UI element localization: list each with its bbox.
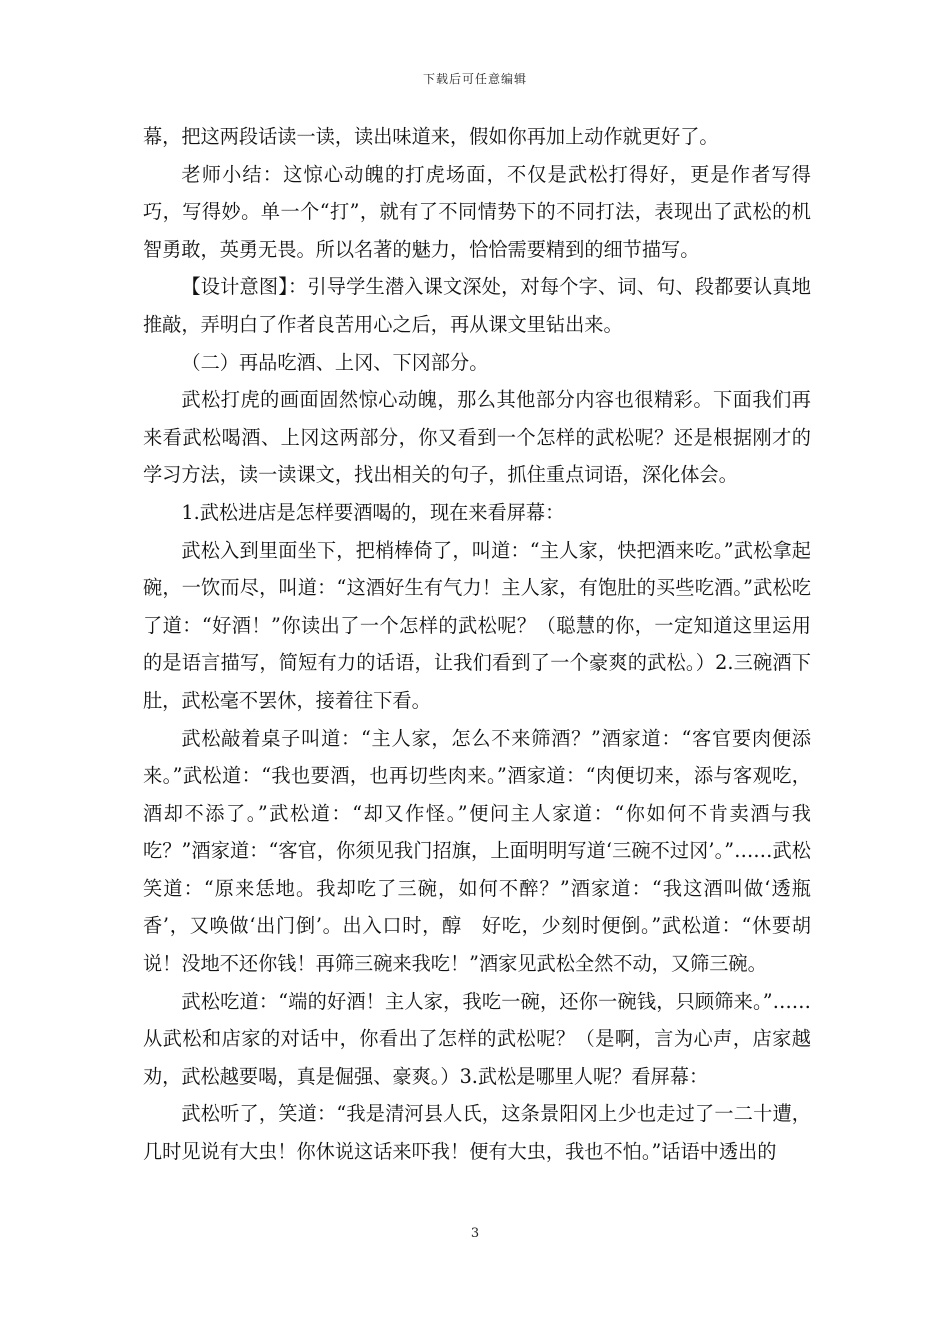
paragraph-teacher-summary: 老师小结：这惊心动魄的打虎场面，不仅是武松打得好，更是作者写得巧，写得妙。单一个“打”，就有了不同情势下的不同打法，表现出了武松的机智勇敢，英勇无畏。所以名著的魅力，恰恰需要精到的细节描写。 xyxy=(143,162,811,261)
paragraph-quote-4: 武松听了，笑道：“我是清河县人氏，这条景阳冈上少也走过了一二十遭，几时见说有大虫！你休说这话来吓我！便有大虫，我也不怕。”话语中透出的 xyxy=(143,1102,811,1164)
section-heading: （二）再品吃酒、上冈、下冈部分。 xyxy=(181,350,489,374)
document-body xyxy=(143,118,811,1171)
paragraph-intro: 武松打虎的画面固然惊心动魄，那么其他部分内容也很精彩。下面我们再来看武松喝酒、上冈这两部分，你又看到一个怎样的武松呢？还是根据刚才的学习方法，读一读课文，找出相关的句子，抓住重点词语，深化体会。 xyxy=(143,388,811,487)
page-header: 下载后可任意编辑 xyxy=(422,72,527,86)
paragraph-continuation: 幕，把这两段话读一读，读出味道来，假如你再加上动作就更好了。 xyxy=(143,125,719,148)
paragraph-quote-2: 武松敲着桌子叫道：“主人家，怎么不来筛酒？”酒家道：“客官要肉便添来。”武松道：“我也要酒，也再切些肉来。”酒家道：“肉便切来，添与客观吃，酒却不添了。”武松道：“却又作怪。”便问主人家道：“你如何不肯卖酒与我吃？”酒家道：“客官，你须见我门招旗，上面明明写道‘三碗不过冈’。”……武松笑道：“原来恁地。我却吃了三碗，如何不醉？”酒家道：“我这酒叫做‘透瓶香’，又唤做‘出门倒’。出入口时，醇 好吃，少刻时便倒。”武松道：“休要胡说！没地不还你钱！再筛三碗来我吃！”酒家见武松全然不动，又筛三碗。 xyxy=(143,726,811,976)
paragraph-step-1: 1.武松进店是怎样要酒喝的，现在来看屏幕： xyxy=(181,500,565,524)
paragraph-quote-1: 武松入到里面坐下，把梢棒倚了，叫道：“主人家，快把酒来吃。”武松拿起碗，一饮而尽，叫道：“这酒好生有气力！主人家，有饱肚的买些吃酒。”武松吃了道：“好酒！”你读出了一个怎样的武松呢？（聪慧的你，一定知道这里运用的是语言描写，简短有力的话语，让我们看到了一个豪爽的武松。）2.三碗酒下肚，武松毫不罢休，接着往下看。 xyxy=(143,538,811,712)
page-number: 3 xyxy=(470,1226,480,1241)
paragraph-design-intent: 【设计意图】：引导学生潜入课文深处，对每个字、词、句、段都要认真地推敲，弄明白了作者良苦用心之后，再从课文里钻出来。 xyxy=(143,275,811,336)
paragraph-quote-3: 武松吃道：“端的好酒！主人家，我吃一碗，还你一碗钱，只顾筛来。”……从武松和店家的对话中，你看出了怎样的武松呢？（是啊，言为心声，店家越劝，武松越要喝，真是倔强、豪爽。）3.武松是哪里人呢？看屏幕： xyxy=(143,989,811,1088)
